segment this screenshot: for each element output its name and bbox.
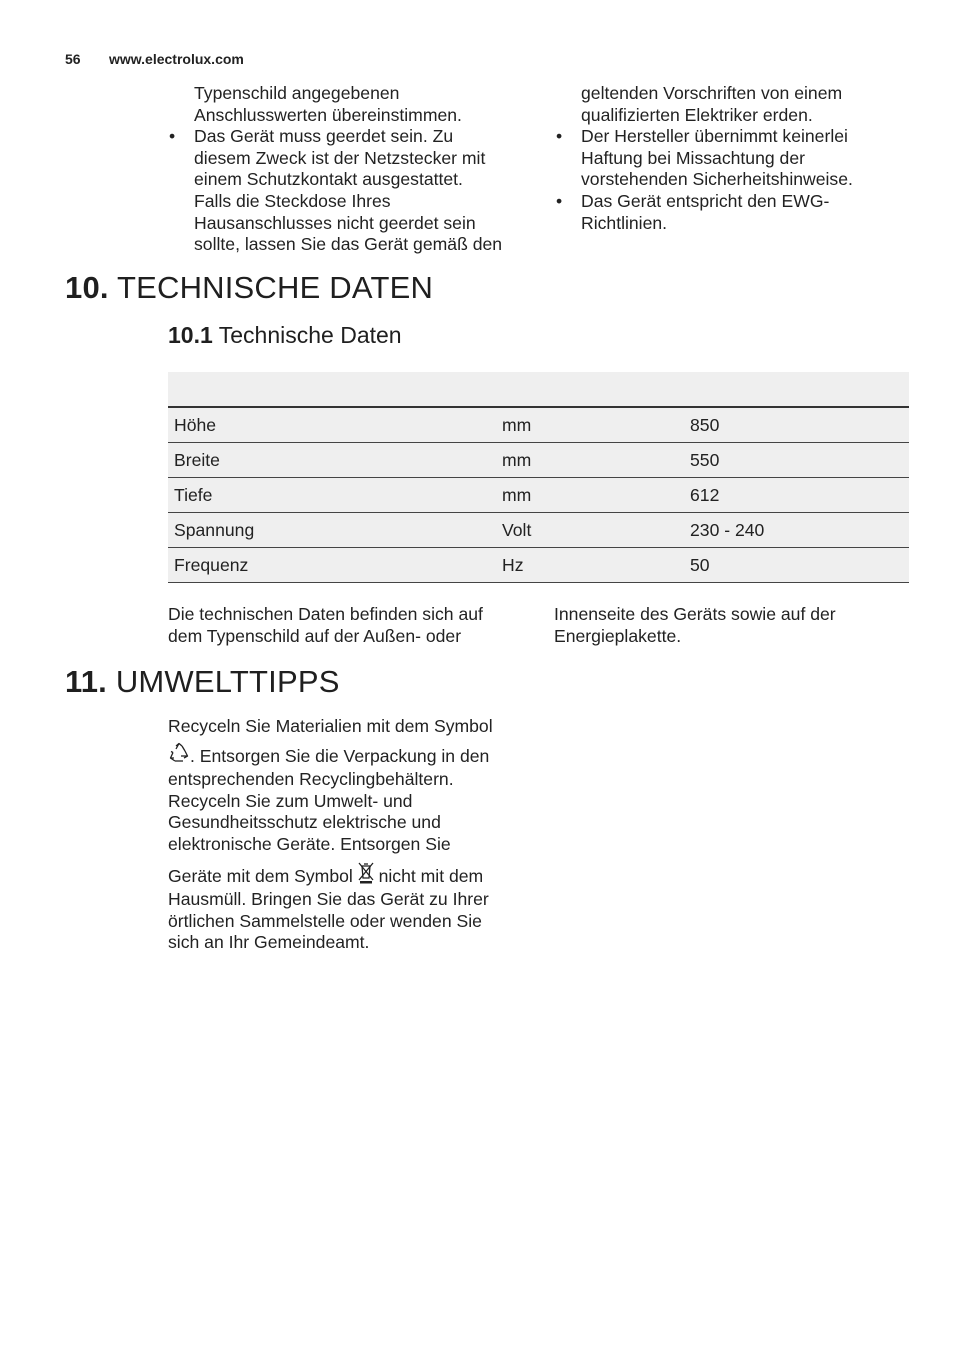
subsection-title: Technische Daten (218, 322, 402, 348)
table-cell-label: Höhe (168, 407, 496, 443)
section-title: UMWELTTIPPS (115, 664, 340, 699)
bullet-line: Richtlinien. (581, 212, 668, 233)
env-text: nicht mit dem (373, 865, 484, 886)
bullet-line: • Das Gerät entspricht den EWG- (581, 190, 830, 211)
table-header-row (168, 372, 909, 407)
bullet-line: einem Schutzkontakt ausgestattet. (194, 169, 463, 190)
intro-right-line: qualifizierten Elektriker erden. (581, 104, 813, 125)
bullet-line: • Das Gerät muss geerdet sein. Zu (194, 126, 454, 147)
env-line: entsprechenden Recyclingbehältern. (168, 769, 454, 790)
env-text: Geräte mit dem Symbol (168, 865, 353, 886)
intro-left-line: Typenschild angegebenen (194, 83, 400, 103)
bullet-line: diesem Zweck ist der Netzstecker mit (194, 147, 486, 168)
table-cell-value: 550 (684, 443, 909, 478)
note-line: Die technischen Daten befinden sich auf (168, 604, 483, 624)
subsection-10-1-heading (168, 322, 402, 349)
bullet-line: sollte, lassen Sie das Gerät gemäß den (194, 234, 503, 255)
env-text: . Entsorgen Sie die Verpackung in den (190, 745, 490, 766)
table-cell-unit: mm (496, 443, 684, 478)
section-number: 11. (65, 664, 107, 699)
bullet-line: Falls die Steckdose Ihres (194, 190, 391, 211)
intro-left-bullets (194, 126, 534, 256)
table-cell-value: 850 (684, 407, 909, 443)
technical-data-table (168, 372, 909, 583)
section-title: TECHNISCHE DATEN (116, 270, 434, 305)
intro-left-line: Anschlusswerten übereinstimmen. (194, 104, 462, 125)
note-line: dem Typenschild auf der Außen- oder (168, 625, 462, 646)
env-line: Recyceln Sie zum Umwelt- und (168, 790, 413, 811)
table-cell-label: Spannung (168, 513, 496, 548)
intro-right-bullets (581, 126, 911, 234)
table-row (168, 513, 909, 548)
table-header-cell (168, 372, 909, 407)
bullet-item-grounding (194, 126, 534, 256)
table-cell-unit: Hz (496, 548, 684, 583)
table-note-right (554, 604, 909, 647)
table-cell-label: Tiefe (168, 478, 496, 513)
page-header (65, 51, 244, 67)
table-note-left (168, 604, 528, 647)
table-cell-value: 50 (684, 548, 909, 583)
table-cell-unit: Volt (496, 513, 684, 548)
environment-text (168, 716, 528, 954)
env-line: Recyceln Sie Materialien mit dem Symbol (168, 716, 493, 736)
bullet-item-ewg (581, 191, 911, 234)
crossed-out-bin-icon (358, 862, 374, 890)
bullet-line: Hausanschlusses nicht geerdet sein (194, 212, 476, 233)
bullet-line: • Der Hersteller übernimmt keinerlei (581, 126, 848, 147)
env-line: sich an Ihr Gemeindeamt. (168, 932, 370, 953)
subsection-number: 10.1 (168, 322, 213, 348)
table-cell-value: 612 (684, 478, 909, 513)
table-cell-label: Breite (168, 443, 496, 478)
table-cell-unit: mm (496, 407, 684, 443)
table-cell-label: Frequenz (168, 548, 496, 583)
table-row (168, 478, 909, 513)
website-url: www.electrolux.com (109, 51, 244, 67)
table-cell-value: 230 - 240 (684, 513, 909, 548)
recycling-icon (168, 742, 190, 770)
intro-right-column (581, 83, 911, 234)
intro-left-column (194, 83, 534, 256)
table-row (168, 407, 909, 443)
bullet-item-liability (581, 126, 911, 191)
table-row (168, 548, 909, 583)
bullet-line: Haftung bei Missachtung der (581, 147, 805, 168)
intro-right-line: geltenden Vorschriften von einem (581, 83, 843, 103)
env-line: elektronische Geräte. Entsorgen Sie (168, 833, 451, 854)
page-number: 56 (65, 51, 81, 67)
env-line: örtlichen Sammelstelle oder wenden Sie (168, 910, 482, 931)
section-number: 10. (65, 270, 109, 305)
note-line: Energieplakette. (554, 625, 682, 646)
env-line: Hausmüll. Bringen Sie das Gerät zu Ihrer (168, 889, 489, 910)
env-line-with-bin-icon (168, 862, 528, 890)
table-cell-unit: mm (496, 478, 684, 513)
note-line: Innenseite des Geräts sowie auf der (554, 604, 836, 624)
env-line: Gesundheitsschutz elektrische und (168, 812, 441, 833)
section-11-heading (65, 664, 340, 700)
section-10-heading (65, 270, 433, 306)
env-line-with-recycling-icon (168, 742, 528, 770)
table-row (168, 443, 909, 478)
bullet-line: vorstehenden Sicherheitshinweise. (581, 169, 853, 190)
